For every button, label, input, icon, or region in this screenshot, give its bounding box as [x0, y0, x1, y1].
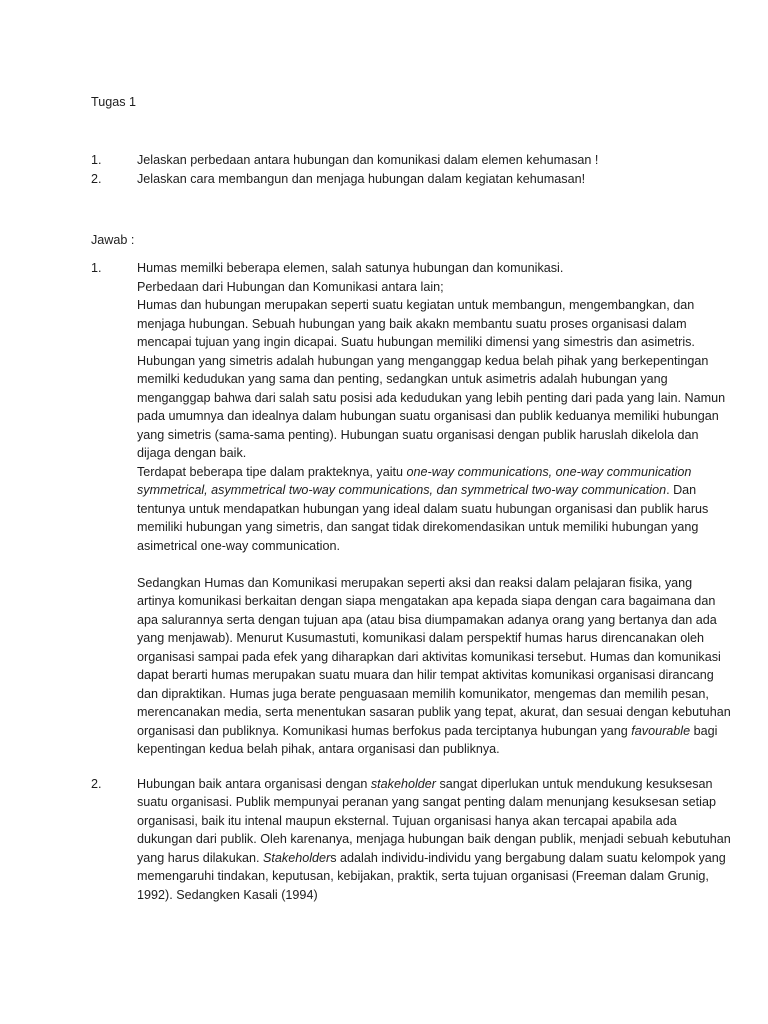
answer-body	[137, 775, 731, 905]
answer-number: 2.	[91, 776, 102, 791]
emphasized-term: stakeholder	[370, 776, 436, 791]
emphasized-term: favourable	[631, 723, 691, 738]
answer-paragraph: Humas dan hubungan merupakan seperti suatu kegiatan untuk membangun, mengembangkan, dan menjaga hubungan. Sebuah hubungan yang baik akakn membantu suatu proses organisasi dalam mencapai tujuan yang ingin dicapai. Suatu hubungan memiliki dimensi yang simestris dan asimetris. Hubungan yang simetris adalah hubungan yang menganggap kedua belah pihak yang berkepentingan memilki kedudukan yang sama dan penting, sedangkan untuk asimetris adalah hubungan yang menganggap bahwa dari salah satu posisi ada kedudukan yang lebih penting dari pada yang lain. Namun pada umumnya dan idealnya dalam hubungan suatu organisasi dan publik keduanya memiliki hubungan yang simetris (sama-sama penting). Hubungan suatu organisasi dengan publik haruslah dikelola dan dijaga dengan baik.	[137, 298, 726, 460]
question-item	[91, 151, 711, 170]
question-item	[91, 170, 711, 189]
answer-body	[137, 259, 731, 759]
answer-item-1	[91, 259, 731, 759]
answer-intro: Humas memilki beberapa elemen, salah satunya hubungan dan komunikasi.	[137, 261, 564, 275]
answer-paragraph: Hubungan baik antara organisasi dengan stakeholder sangat diperlukan untuk mendukung kesuksesan suatu organisasi. Publik mempunyai peranan yang sangat penting dalam menunjang kesuksesan setiap organisasi, baik itu intenal maupun eksternal. Tujuan organisasi hanya akan tercapai apabila ada dukungan dari publik. Oleh karenanya, menjaga hubungan baik dengan publik, menjadi sebuah kebutuhan yang harus dilakukan. Stakeholders adalah individu-individu yang bergabung dalam suatu kelompok yang memengaruhi tindakan, keputusan, kebijakan, praktik, serta tujuan organisasi (Freeman dalam Grunig, 1992). Sedangken Kasali (1994)	[137, 776, 731, 902]
answer-subheading: Perbedaan dari Hubungan dan Komunikasi antara lain;	[137, 279, 444, 294]
emphasized-terms: one-way communications, one-way communication symmetrical, asymmetrical two-way communications, dan symmetrical two-way communication	[137, 464, 692, 497]
answer-heading: Jawab :	[91, 233, 135, 247]
question-text: Jelaskan cara membangun dan menjaga hubungan dalam kegiatan kehumasan!	[137, 171, 586, 186]
answer-number: 1.	[91, 261, 102, 275]
question-number: 1.	[91, 153, 102, 167]
question-list	[91, 151, 711, 188]
answer-list	[91, 259, 731, 904]
question-text: Jelaskan perbedaan antara hubungan dan komunikasi dalam elemen kehumasan !	[137, 153, 599, 167]
document-title: Tugas 1	[91, 95, 137, 109]
answer-item-2	[91, 775, 731, 905]
emphasized-term: Stakeholder	[263, 850, 331, 865]
answer-paragraph: Terdapat beberapa tipe dalam prakteknya, yaitu one-way communications, one-way communication symmetrical, asymmetrical two-way communications, dan symmetrical two-way communication. Dan tentunya untuk mendapatkan hubungan yang ideal dalam suatu hubungan organisasi dan publik harus memiliki hubungan yang simetris, dan sangat tidak direkomendasikan untuk memiliki hubungan yang asimetrical one-way communication.	[137, 464, 709, 553]
question-number: 2.	[91, 171, 102, 186]
answer-paragraph: Sedangkan Humas dan Komunikasi merupakan seperti aksi dan reaksi dalam pelajaran fisika, yang artinya komunikasi berkaitan dengan siapa mengatakan apa kepada siapa dengan cara bagaimana dan apa salurannya serta dengan tujuan apa (atau bisa diumpamakan adanya orang yang bertanya dan ada yang menjawab). Menurut Kusumastuti, komunikasi dalam perspektif humas harus direncanakan oleh organisasi sampai pada efek yang diharapkan dari aktivitas komunikasi tersebut. Humas dan komunikasi dapat berarti humas merupakan suatu muara dan hilir tempat aktivitas komunikasi organisasi dirancang dan dipraktikan. Humas juga berate penguasaan memilih komunikator, mengemas dan memilih pesan, merencanakan media, serta menentukan sasaran publik yang tepat, akurat, dan sesuai dengan kebutuhan organisasi dan publiknya. Komunikasi humas berfokus pada terciptanya hubungan yang favourable bagi kepentingan kedua belah pihak, antara organisasi dan publiknya.	[137, 575, 731, 756]
